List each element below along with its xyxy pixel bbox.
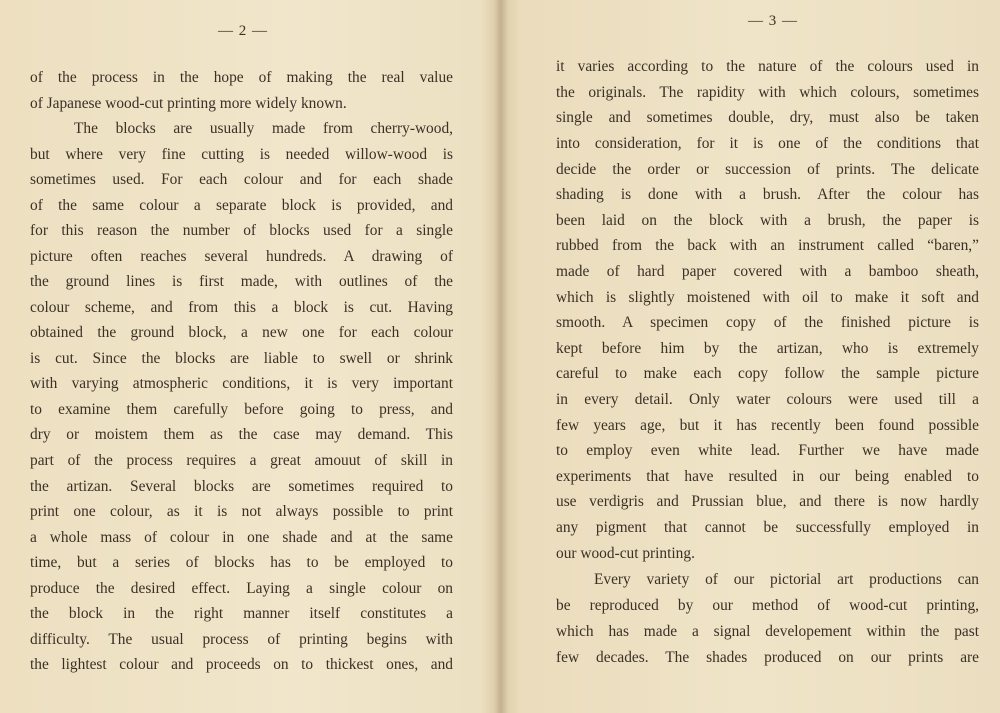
text-line: dry or moistem them as the case may demand. This [30, 426, 453, 443]
text-line: shading is done with a brush. After the colour has [556, 186, 979, 203]
text-line: our wood-cut printing. [556, 545, 695, 562]
text-line: of Japanese wood-cut printing more widely known. [30, 95, 347, 112]
text-line: a whole mass of colour in one shade and at the same [30, 529, 453, 546]
text-line: picture often reaches several hundreds. A drawing of [30, 248, 453, 265]
text-line: obtained the ground block, a new one for each colour [30, 324, 453, 341]
text-line: kept before him by the artizan, who is extremely [556, 340, 979, 357]
text-line: difficulty. The usual process of printing begins with [30, 631, 453, 648]
text-line: but where very fine cutting is needed willow-wood is [30, 146, 453, 163]
text-line: print one colour, as it is not always possible to print [30, 503, 453, 520]
text-line: it varies according to the nature of the colours used in [556, 58, 979, 75]
text-line: sometimes used. For each colour and for each shade [30, 171, 453, 188]
page-number: — 3 — [748, 13, 798, 29]
text-line: part of the process requires a great amouut of skill in [30, 452, 453, 469]
text-line: with varying atmospheric conditions, it is very important [30, 375, 453, 392]
text-line: decide the order or succession of prints. The delicate [556, 161, 979, 178]
text-line: the artizan. Several blocks are sometimes required to [30, 478, 453, 495]
text-line: The blocks are usually made from cherry-wood, [74, 120, 453, 137]
text-line: experiments that have resulted in our being enabled to [556, 468, 979, 485]
text-line: Every variety of our pictorial art productions can [594, 571, 979, 588]
text-line: rubbed from the back with an instrument called “baren,” [556, 237, 979, 254]
text-line: careful to make each copy follow the sample picture [556, 365, 979, 382]
text-line: single and sometimes double, dry, must also be taken [556, 109, 979, 126]
text-line: for this reason the number of blocks used for a single [30, 222, 453, 239]
book-gutter [494, 0, 508, 713]
text-line: made of hard paper covered with a bamboo sheath, [556, 263, 979, 280]
text-line: any pigment that cannot be successfully employed in [556, 519, 979, 536]
text-line: the lightest colour and proceeds on to thickest ones, and [30, 656, 453, 673]
text-line: the ground lines is first made, with outlines of the [30, 273, 453, 290]
text-line: of the same colour a separate block is provided, and [30, 197, 453, 214]
text-line: the block in the right manner itself constitutes a [30, 605, 453, 622]
text-line: in every detail. Only water colours were used till a [556, 391, 979, 408]
text-line: which is slightly moistened with oil to make it soft and [556, 289, 979, 306]
text-line: to examine them carefully before going to press, and [30, 401, 453, 418]
text-line: colour scheme, and from this a block is cut. Having [30, 299, 453, 316]
left-page [0, 0, 494, 713]
text-line: be reproduced by our method of wood-cut printing, [556, 597, 979, 614]
text-line: which has made a signal developement within the past [556, 623, 979, 640]
text-line: of the process in the hope of making the real value [30, 69, 453, 86]
text-line: the originals. The rapidity with which colours, sometimes [556, 84, 979, 101]
text-line: into consideration, for it is one of the conditions that [556, 135, 979, 152]
text-line: few decades. The shades produced on our prints are [556, 649, 979, 666]
text-line: time, but a series of blocks has to be employed to [30, 554, 453, 571]
right-page [508, 0, 1000, 713]
page-number: — 2 — [218, 23, 268, 39]
text-line: is cut. Since the blocks are liable to swell or shrink [30, 350, 453, 367]
text-line: use verdigris and Prussian blue, and there is now hardly [556, 493, 979, 510]
text-line: produce the desired effect. Laying a single colour on [30, 580, 453, 597]
text-line: to employ even white lead. Further we have made [556, 442, 979, 459]
text-line: been laid on the block with a brush, the paper is [556, 212, 979, 229]
text-line: few years age, but it has recently been found possible [556, 417, 979, 434]
text-line: smooth. A specimen copy of the finished picture is [556, 314, 979, 331]
